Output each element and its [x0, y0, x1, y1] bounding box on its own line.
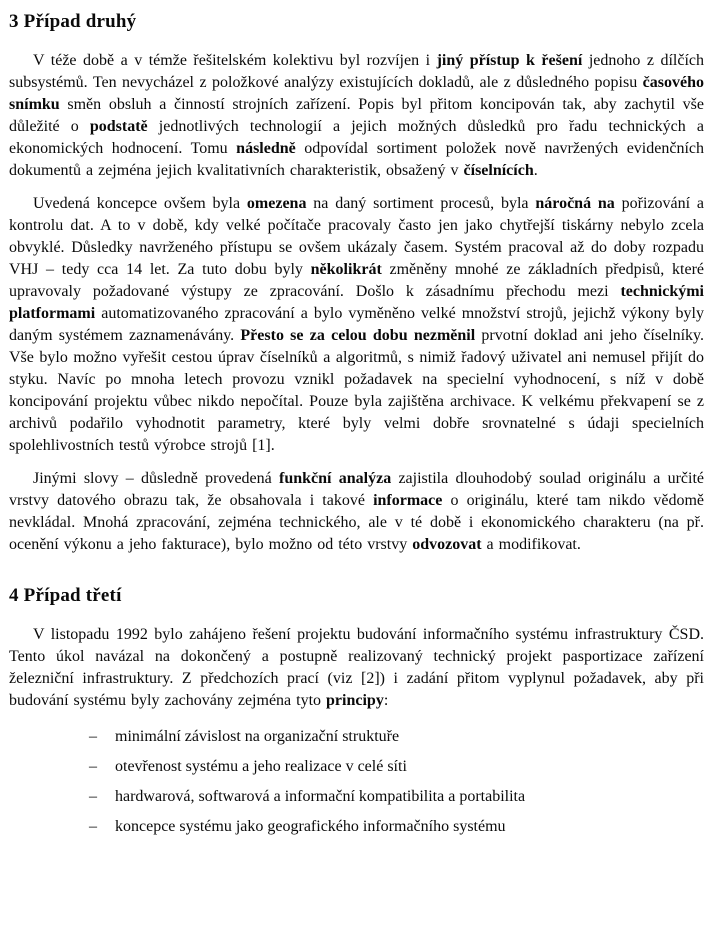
- list-item: [9, 726, 704, 748]
- section-heading-case-two: 3 Případ druhý: [9, 11, 137, 32]
- paragraph-case-three-1: V listopadu 1992 bylo zahájeno řešení projektu budování informačního systému infrastruktury ČSD. Tento úkol navázal na dokončený a postupně realizovaný technický projekt pasportizace zařízení železniční infrastruktury. Z předchozích prací (viz [2]) i zadání přitom vyplynul požadavek, aby při budování systému byly zachovány zejména tyto principy:: [9, 626, 704, 709]
- dash-marker: –: [89, 788, 97, 805]
- list-item: [9, 786, 704, 808]
- dash-marker: –: [89, 758, 97, 775]
- paragraph-case-two-1: V téže době a v témže řešitelském kolektivu byl rozvíjen i jiný přístup k řešení jednoho z dílčích subsystémů. Ten nevycházel z položkové analýzy existujících dokladů, ale z důsledného popisu časového snímku směn obsluh a činností strojních zařízení. Popis byl přitom koncipován tak, aby zachytil vše důležité o podstatě jednotlivých technologií a jejich možných důsledků pro řadu technických a ekonomických hodnocení. Tomu následně odpovídal sortiment položek nově navržených evidenčních dokumentů a zejména jejich kvalitativních charakteristik, obsažený v číselnících.: [9, 52, 705, 179]
- list-item-text: koncepce systému jako geografického informačního systému: [115, 818, 506, 835]
- list-item-text: otevřenost systému a jeho realizace v celé síti: [115, 758, 407, 775]
- section-heading-case-three: 4 Případ třetí: [9, 585, 122, 606]
- paragraph-case-two-3: Jinými slovy – důsledně provedená funkční analýza zajistila dlouhodobý soulad originálu a určité vrstvy datového obrazu tak, že obsahovala i takové informace o originálu, které tam nikdo vědomě nevkládal. Mnohá zpracování, zejména technického, ale v té době i ekonomického charakteru (na př. ocenění výkonu a jeho fakturace), bylo možno od této vrstvy odvozovat a modifikovat.: [9, 470, 705, 553]
- list-item: [9, 816, 704, 838]
- list-item-text: hardwarová, softwarová a informační kompatibilita a portabilita: [115, 788, 526, 805]
- list-item: [9, 756, 704, 778]
- paragraph-case-two-2: Uvedená koncepce ovšem byla omezena na daný sortiment procesů, byla náročná na pořizování a kontrolu dat. A to v době, kdy velké počítače pracovaly často jen jako chytřejší tiskárny nebylo zcela obvyklé. Důsledky navrženého přístupu se ovšem ukázaly časem. Systém pracoval až do doby rozpadu VHJ – tedy cca 14 let. Za tuto dobu byly několikrát změněny mnohé ze základních předpisů, které upravovaly požadované výstupy ze zpracování. Došlo k zásadnímu přechodu mezi technickými platformami automatizovaného zpracování a bylo vyměněno velké množství strojů, jejichž výkony byly daným systémem zaznamenávány. Přesto se za celou dobu nezměnil prvotní doklad ani jeho číselníky. Vše bylo možno vyřešit cestou úprav číselníků a algoritmů, s nimiž řadový uživatel ani nemusel přijít do styku. Navíc po mnoha letech provozu vznikl požadavek na specielní vyhodnocení, s níž v době koncipování projektu vůbec nikdo nepočítal. Pouze byla zajištěna archivace. K velkému překvapení se z archivů podařilo vyhodnotit parametry, které byly velmi dobře srovnatelné s údaji specielních spolehlivostních testů výrobce strojů [1].: [9, 195, 705, 454]
- dash-marker: –: [89, 728, 97, 745]
- principles-list: [9, 726, 704, 838]
- dash-marker: –: [89, 818, 97, 835]
- list-item-text: minimální závislost na organizační struktuře: [115, 728, 400, 745]
